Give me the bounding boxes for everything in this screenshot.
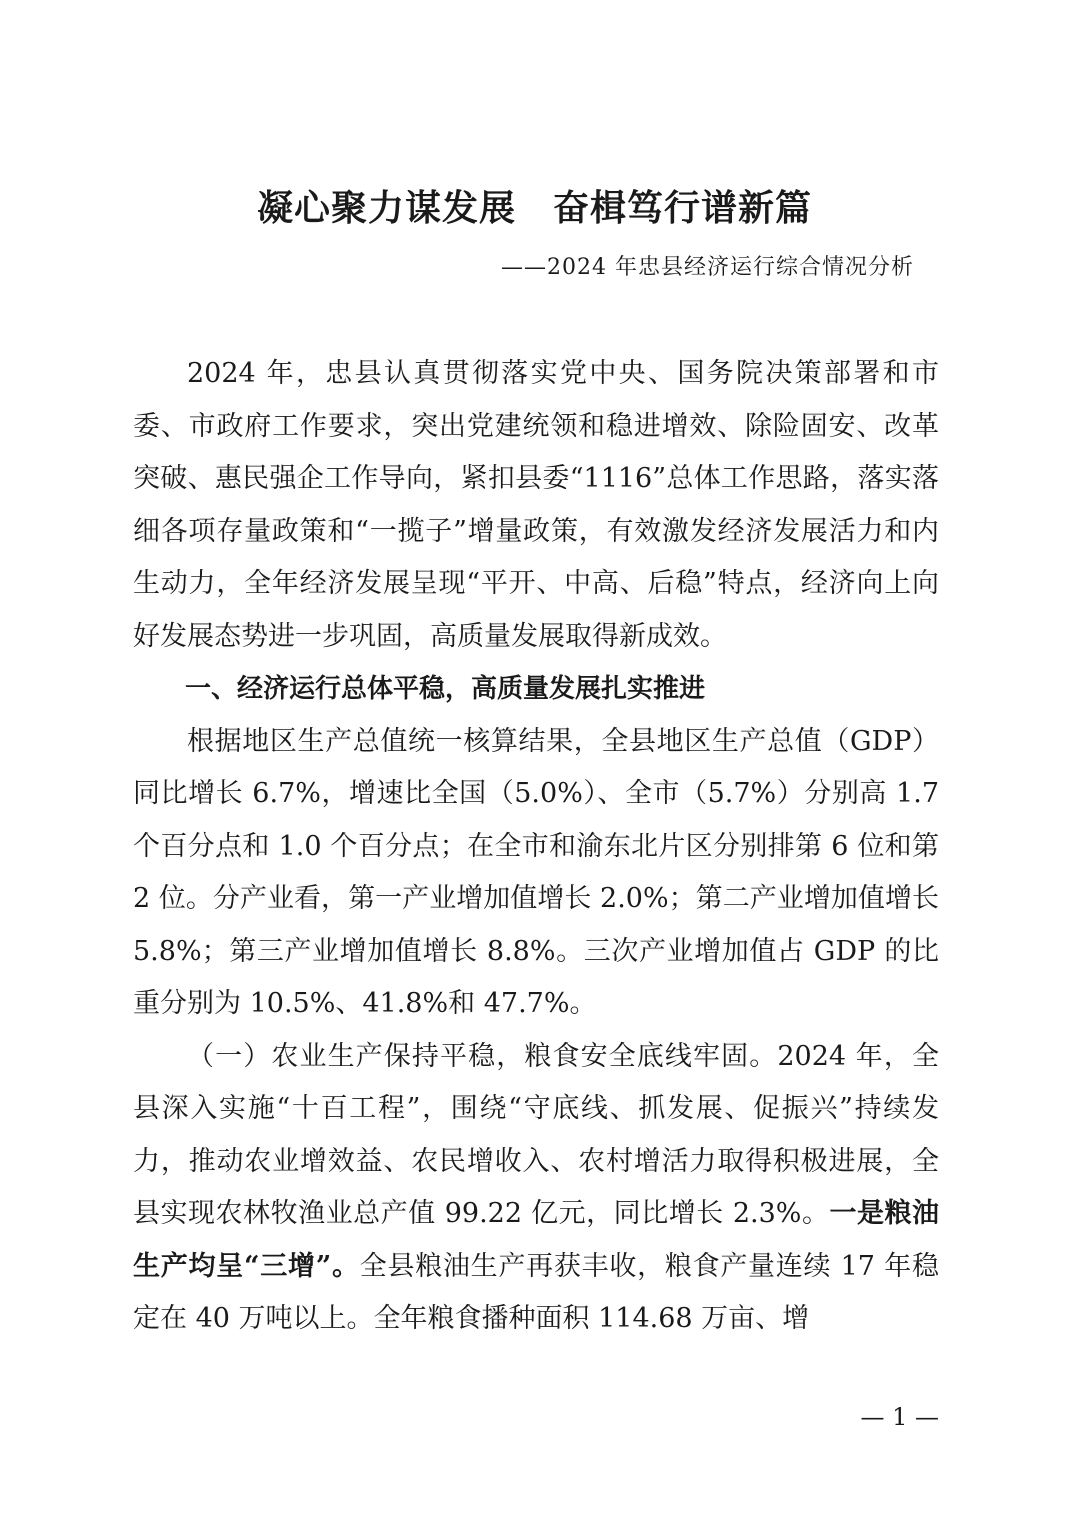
document-subtitle: ——2024 年忠县经济运行综合情况分析 — [501, 255, 914, 280]
document-title: 凝心聚力谋发展 奋楫笃行谱新篇 — [256, 187, 812, 229]
intro-paragraph: 2024 年，忠县认真贯彻落实党中央、国务院决策部署和市委、市政府工作要求，突出党建统领和稳进增效、除险固安、改革突破、惠民强企工作导向，紧扣县委“1116”总体工作思路，落实落细各项存量政策和“一揽子”增量政策，有效激发经济发展活力和内生动力，全年经济发展呈现“平开、中高、后稳”特点，经济向上向好发展态势进一步巩固，高质量发展取得新成效。 — [133, 358, 939, 652]
gdp-paragraph: 根据地区生产总值统一核算结果，全县地区生产总值（GDP）同比增长 6.7%，增速比全国（5.0%）、全市（5.7%）分别高 1.7 个百分点和 1.0 个百分点；在全市和渝东北片区分别排第 6 位和第 2 位。分产业看，第一产业增加值增长 2.0%；第二产业增加值增长 5.8%；第三产业增加值增长 8.8%。三次产业增加值占 GDP 的比重分别为 10.5%、41.8%和 47.7%。 — [133, 725, 939, 1019]
page-number: — 1 — — [860, 1403, 939, 1431]
section-heading: 一、经济运行总体平稳，高质量发展扎实推进 — [185, 674, 706, 704]
grain-text: 全县粮油生产再获丰收，粮食产量连续 17 年稳定在 40 万吨以上。全年粮食播种面积 114.68 万亩、增 — [133, 1250, 940, 1334]
document-body — [133, 348, 939, 1346]
subsection-heading: （一）农业生产保持平稳，粮食安全底线牢固。 — [187, 1040, 778, 1072]
point-heading: 一是粮油生产均呈“三增”。 — [133, 1198, 940, 1282]
agriculture-text: 2024 年，全县深入实施“十百工程”，围绕“守底线、抓发展、促振兴”持续发力，推动农业增效益、农民增收入、农村增活力取得积极进展，全县实现农林牧渔业总产值 99.22 亿元，同比增长 2.3%。 — [133, 1040, 940, 1229]
agriculture-paragraph — [133, 1031, 939, 1346]
